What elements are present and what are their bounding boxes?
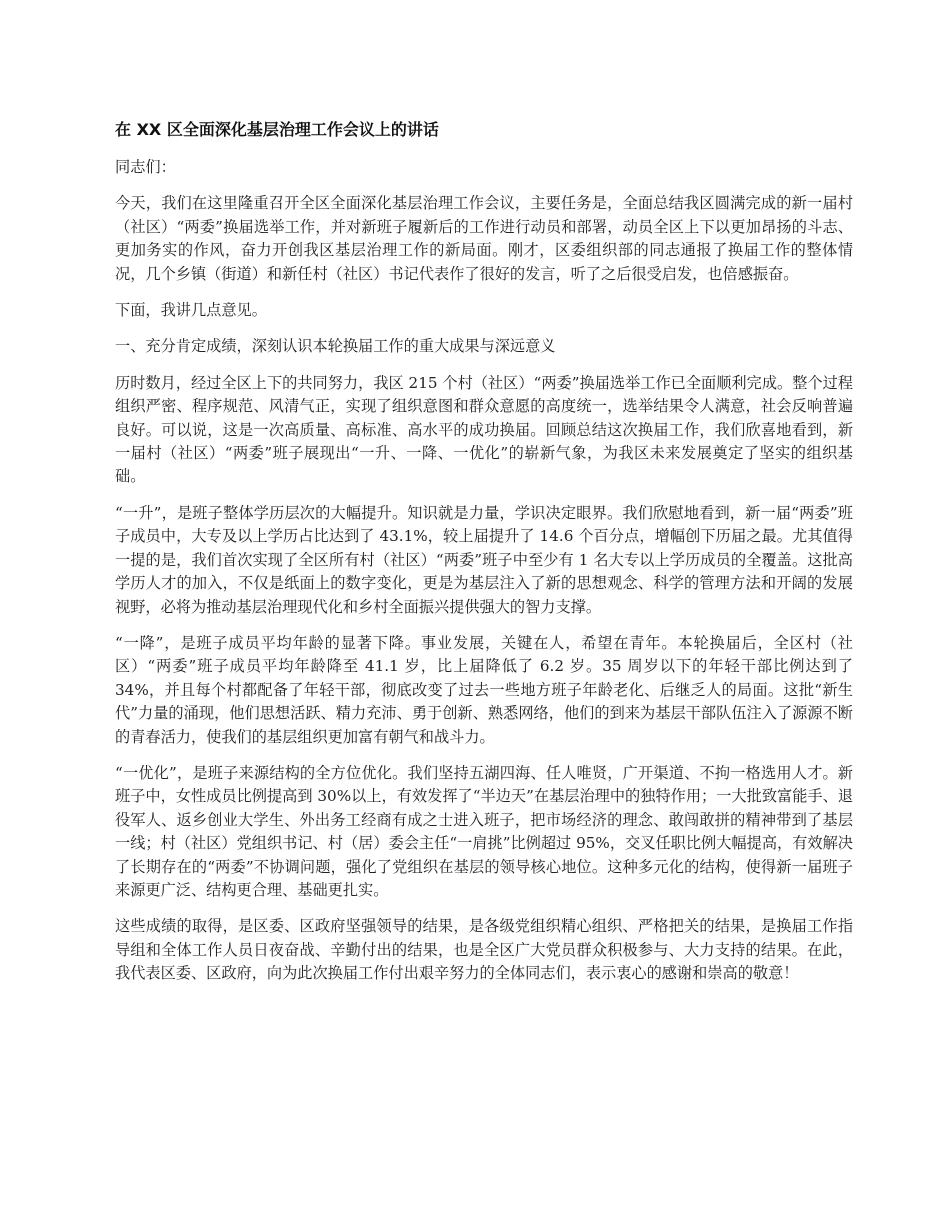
paragraph-thanks: 这些成绩的取得，是区委、区政府坚强领导的结果，是各级党组织精心组织、严格把关的结果，是换届工作指导组和全体工作人员日夜奋战、辛勤付出的结果，也是全区广大党员群众积极参与、大力支持的结果。在此，我代表区委、区政府，向为此次换届工作付出艰辛努力的全体同志们，表示衷心的感谢和崇高的敬意！ [115,917,853,983]
paragraph-summary: 历时数月，经过全区上下的共同努力，我区 215 个村（社区）“两委”换届选举工作已全面顺利完成。整个过程组织严密、程序规范、风清气正，实现了组织意图和群众意愿的高度统一，选举结果令人满意，社会反响普遍良好。可以说，这是一次高质量、高标准、高水平的成功换届。回顾总结这次换届工作，我们欣喜地看到，新一届村（社区）“两委”班子展现出“一升、一降、一优化”的崭新气象，为我区未来发展奠定了坚实的组织基础。 [115,373,853,486]
salutation: 同志们： [115,158,176,176]
document-title: 在 XX 区全面深化基层治理工作会议上的讲话 [115,120,439,139]
document-page [115,118,853,999]
paragraph-intro: 下面，我讲几点意见。 [115,301,267,320]
paragraph-yi-jiang: “一降”，是班子成员平均年龄的显著下降。事业发展，关键在人，希望在青年。本轮换届后，全区村（社区）“两委”班子成员平均年龄降至 41.1 岁，比上届降低了 6.2 岁。35 周岁以下的年轻干部比例达到了 34%，并且每个村都配备了年轻干部，彻底改变了过去一些地方班子年龄老化、后继乏人的局面。这批“新生代”力量的涌现，他们思想活跃、精力充沛、勇于创新、熟悉网络，他们的到来为基层干部队伍注入了源源不断的青春活力，使我们的基层组织更加富有朝气和战斗力。 [115,633,853,746]
paragraph-yi-sheng: “一升”，是班子整体学历层次的大幅提升。知识就是力量，学识决定眼界。我们欣慰地看到，新一届“两委”班子成员中，大专及以上学历占比达到了 43.1%，较上届提升了 14.6 个百分点，增幅创下历届之最。尤其值得一提的是，我们首次实现了全区所有村（社区）“两委”班子中至少有 1 名大专以上学历成员的全覆盖。这批高学历人才的加入，不仅是纸面上的数字变化，更是为基层注入了新的思想观念、科学的管理方法和开阔的发展视野，必将为推动基层治理现代化和乡村全面振兴提供强大的智力支撑。 [115,503,853,616]
section-heading-1: 一、充分肯定成绩，深刻认识本轮换届工作的重大成果与深远意义 [115,337,556,356]
paragraph-yi-youhua: “一优化”，是班子来源结构的全方位优化。我们坚持五湖四海、任人唯贤，广开渠道、不拘一格选用人才。新班子中，女性成员比例提高到 30%以上，有效发挥了“半边天”在基层治理中的独特作用；一大批致富能手、退役军人、返乡创业大学生、外出务工经商有成之士进入班子，把市场经济的理念、敢闯敢拼的精神带到了基层一线；村（社区）党组织书记、村（居）委会主任“一肩挑”比例超过 95%，交叉任职比例大幅提高，有效解决了长期存在的“两委”不协调问题，强化了党组织在基层的领导核心地位。这种多元化的结构，使得新一届班子来源更广泛、结构更合理、基础更扎实。 [115,763,853,899]
paragraph-opening: 今天，我们在这里隆重召开全区全面深化基层治理工作会议，主要任务是，全面总结我区圆满完成的新一届村（社区）“两委”换届选举工作，并对新班子履新后的工作进行动员和部署，动员全区上下以更加昂扬的斗志、更加务实的作风，奋力开创我区基层治理工作的新局面。刚才，区委组织部的同志通报了换届工作的整体情况，几个乡镇（街道）和新任村（社区）书记代表作了很好的发言，听了之后很受启发，也倍感振奋。 [115,194,853,283]
